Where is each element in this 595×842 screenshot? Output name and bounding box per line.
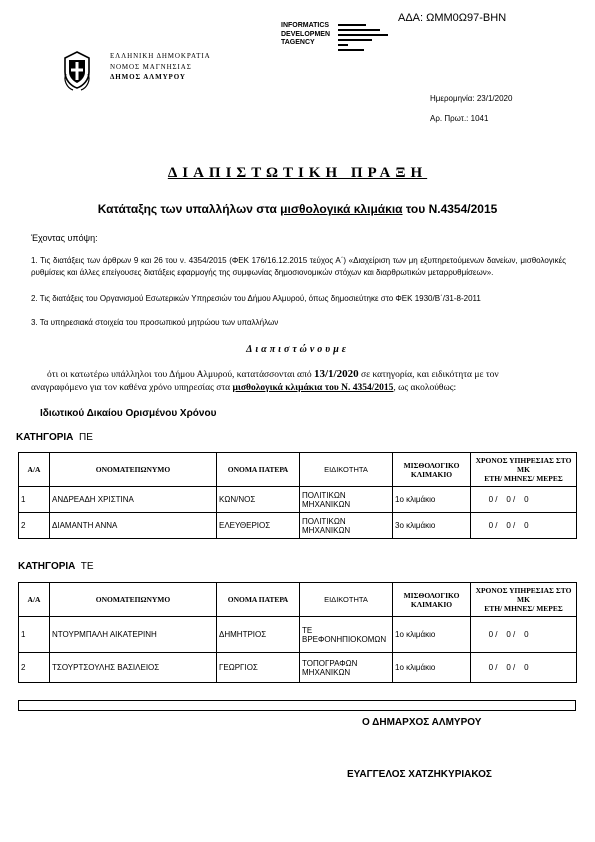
mayor-title: Ο ΔΗΜΑΡΧΟΣ ΑΛΜΥΡΟΥ — [362, 717, 482, 728]
subtitle-underlined: μισθολογικά κλιμάκια — [280, 202, 403, 216]
cell-specialty: ΠΟΛΙΤΙΚΩΝ ΜΗΧΑΝΙΚΩΝ — [300, 513, 393, 539]
cell-name: ΝΤΟΥΡΜΠΑΛΗ ΑΙΚΑΤΕΡΙΝΗ — [50, 617, 217, 653]
header-specialty: ΕΙΔΙΚΟΤΗΤΑ — [300, 453, 393, 487]
stamp-line: INFORMATICS — [281, 22, 330, 29]
cell-years: 0 — [488, 495, 494, 504]
header-grade: ΜΙΣΘΟΛΟΓΙΚΟ ΚΛΙΜΑΚΙΟ — [393, 583, 471, 617]
cell-aa: 2 — [19, 513, 50, 539]
cell-specialty: ΤΕ ΒΡΕΦΟΝΗΠΙΟΚΟΜΩΝ — [300, 617, 393, 653]
cell-father: ΓΕΩΡΓΙΟΣ — [217, 653, 300, 683]
consideration-1: 1. Τις διατάξεις των άρθρων 9 και 26 του ν. 4354/2015 (ΦΕΚ 176/16.12.2015 τεύχος Α΄) «Διαχείριση των μη εξυπηρετούμενων δανείων, μισθολογικές ρυθμίσεις και άλλες επείγουσες διατάξεις εφαρμογής της συμφωνίας δημοσιονομικών στόχων και διαρθρωτικών μεταρρυθμίσεων». — [31, 256, 566, 277]
cell-days: 0 — [524, 630, 529, 639]
document-subtitle — [0, 202, 595, 216]
header-aa: Α/Α — [19, 583, 50, 617]
cell-years: 0 — [488, 663, 494, 672]
contract-type: Ιδιωτικού Δικαίου Ορισμένου Χρόνου — [40, 408, 217, 419]
table-header-row — [19, 583, 577, 617]
header-ymd-label: ΕΤΗ/ ΜΗΝΕΣ/ ΜΕΡΕΣ — [484, 474, 563, 483]
cell-days: 0 — [524, 663, 529, 672]
cell-name: ΑΝΔΡΕΑΔΗ ΧΡΙΣΤΙΝΑ — [50, 487, 217, 513]
cell-months: 0 — [506, 630, 511, 639]
cell-aa: 1 — [19, 617, 50, 653]
consideration-3: 3. Τα υπηρεσιακά στοιχεία του προσωπικού μητρώου των υπαλλήλων — [31, 318, 279, 327]
stamp-text-graphic — [338, 23, 398, 53]
subtitle-text: Κατάταξης των υπαλλήλων στα — [97, 202, 281, 216]
greek-coat-of-arms-icon — [63, 50, 91, 92]
cell-grade: 1ο κλιμάκιο — [393, 487, 471, 513]
category-label — [16, 432, 93, 443]
having-regard-heading: Έχοντας υπόψη: — [31, 233, 98, 243]
header-name: ΟΝΟΜΑΤΕΠΩΝΥΜΟ — [50, 453, 217, 487]
stamp-line: TAGENCY — [281, 39, 315, 46]
cell-service-time: 0 / 0 / 0 — [471, 513, 577, 539]
cell-years: 0 — [488, 521, 494, 530]
document-date: Ημερομηνία: 23/1/2020 — [430, 94, 513, 103]
header-service-time — [471, 583, 577, 617]
header-name: ΟΝΟΜΑΤΕΠΩΝΥΜΟ — [50, 583, 217, 617]
category-code: ΠΕ — [78, 432, 93, 443]
issuer-prefecture: ΝΟΜΟΣ ΜΑΓΝΗΣΙΑΣ — [110, 62, 192, 71]
subtitle-law: του Ν.4354/2015 — [402, 202, 498, 216]
cell-aa: 2 — [19, 653, 50, 683]
cell-service-time: 0 / 0 / 0 — [471, 487, 577, 513]
header-father: ΟΝΟΜΑ ΠΑΤΕΡΑ — [217, 583, 300, 617]
header-service-label: ΧΡΟΝΟΣ ΥΠΗΡΕΣΙΑΣ ΣΤΟ ΜΚ — [475, 456, 572, 474]
ada-code: ΑΔΑ: ΩΜΜ0Ω97-ΒΗΝ — [398, 12, 507, 24]
cell-grade: 3ο κλιμάκιο — [393, 513, 471, 539]
document-title: ΔΙΑΠΙΣΤΩΤΙΚΗ ΠΡΑΞΗ — [167, 165, 428, 181]
consideration-2: 2. Τις διατάξεις του Οργανισμού Εσωτερικών Υπηρεσιών του Δήμου Αλμυρού, όπως δημοσιεύτηκε στο ΦΕΚ 1930/Β΄/31-8-2011 — [31, 294, 481, 303]
category-code: ΤΕ — [80, 561, 94, 572]
cell-name: ΔΙΑΜΑΝΤΗ ΑΝΝΑ — [50, 513, 217, 539]
cell-specialty: ΠΟΛΙΤΙΚΩΝ ΜΗΧΑΝΙΚΩΝ — [300, 487, 393, 513]
table-row — [19, 617, 577, 653]
table-row — [19, 513, 577, 539]
header-service-time — [471, 453, 577, 487]
header-aa: Α/Α — [19, 453, 50, 487]
header-service-label: ΧΡΟΝΟΣ ΥΠΗΡΕΣΙΑΣ ΣΤΟ ΜΚ — [475, 586, 572, 604]
cell-father: ΚΩΝ/ΝΟΣ — [217, 487, 300, 513]
cell-name: ΤΣΟΥΡΤΣΟΥΛΗΣ ΒΑΣΙΛΕΙΟΣ — [50, 653, 217, 683]
cell-months: 0 — [506, 663, 511, 672]
header-grade: ΜΙΣΘΟΛΟΓΙΚΟ ΚΛΙΜΑΚΙΟ — [393, 453, 471, 487]
cell-months: 0 — [506, 495, 511, 504]
cell-service-time: 0 / 0 / 0 — [471, 617, 577, 653]
mayor-name: ΕΥΑΓΓΕΛΟΣ ΧΑΤΖΗΚΥΡΙΑΚΟΣ — [347, 769, 492, 780]
employees-table-te — [18, 582, 577, 683]
table-row — [19, 487, 577, 513]
finding-text: , ως ακολούθως: — [393, 383, 457, 393]
finding-text: ότι οι κατωτέρω υπάλληλοι του Δήμου Αλμυρού, κατατάσσονται από — [47, 370, 314, 380]
stamp-line: DEVELOPMEN — [281, 30, 331, 38]
header-ymd-label: ΕΤΗ/ ΜΗΝΕΣ/ ΜΕΡΕΣ — [484, 604, 563, 613]
cell-aa: 1 — [19, 487, 50, 513]
effective-date: 13/1/2020 — [313, 368, 359, 380]
finding-heading: Διαπιστώνουμε — [246, 344, 349, 355]
issuer-country: ΕΛΛΗΝΙΚΗ ΔΗΜΟΚΡΑΤΙΑ — [110, 52, 211, 60]
table-row — [19, 653, 577, 683]
protocol-number: Αρ. Πρωτ.: 1041 — [430, 114, 489, 123]
cell-days: 0 — [524, 521, 529, 530]
table-divider-bar — [18, 700, 576, 711]
cell-father: ΔΗΜΗΤΡΙΟΣ — [217, 617, 300, 653]
table-header-row — [19, 453, 577, 487]
cell-father: ΕΛΕΥΘΕΡΙΟΣ — [217, 513, 300, 539]
cell-service-time: 0 / 0 / 0 — [471, 653, 577, 683]
cell-months: 0 — [506, 521, 511, 530]
category-word: ΚΑΤΗΓΟΡΙΑ — [16, 432, 74, 443]
stamp-fine-print — [338, 23, 408, 54]
finding-text: σε κατηγορία, και ειδικότητα με τον αναγραφόμενο για τον καθένα χρόνο υπηρεσίας στα — [31, 370, 499, 393]
cell-years: 0 — [488, 630, 494, 639]
cell-days: 0 — [524, 495, 529, 504]
cell-grade: 1ο κλιμάκιο — [393, 653, 471, 683]
informatics-agency-stamp — [281, 22, 330, 48]
issuer-municipality: ΔΗΜΟΣ ΑΛΜΥΡΟΥ — [110, 73, 186, 81]
finding-paragraph — [31, 368, 551, 395]
employees-table-pe — [18, 452, 577, 539]
finding-law-reference: μισθολογικά κλιμάκια του Ν. 4354/2015 — [232, 383, 394, 393]
cell-specialty: ΤΟΠΟΓΡΑΦΩΝ ΜΗΧΑΝΙΚΩΝ — [300, 653, 393, 683]
header-specialty: ΕΙΔΙΚΟΤΗΤΑ — [300, 583, 393, 617]
category-word: ΚΑΤΗΓΟΡΙΑ — [18, 561, 76, 572]
header-father: ΟΝΟΜΑ ΠΑΤΕΡΑ — [217, 453, 300, 487]
issuer-block — [110, 51, 211, 83]
cell-grade: 1ο κλιμάκιο — [393, 617, 471, 653]
category-label — [18, 561, 94, 572]
